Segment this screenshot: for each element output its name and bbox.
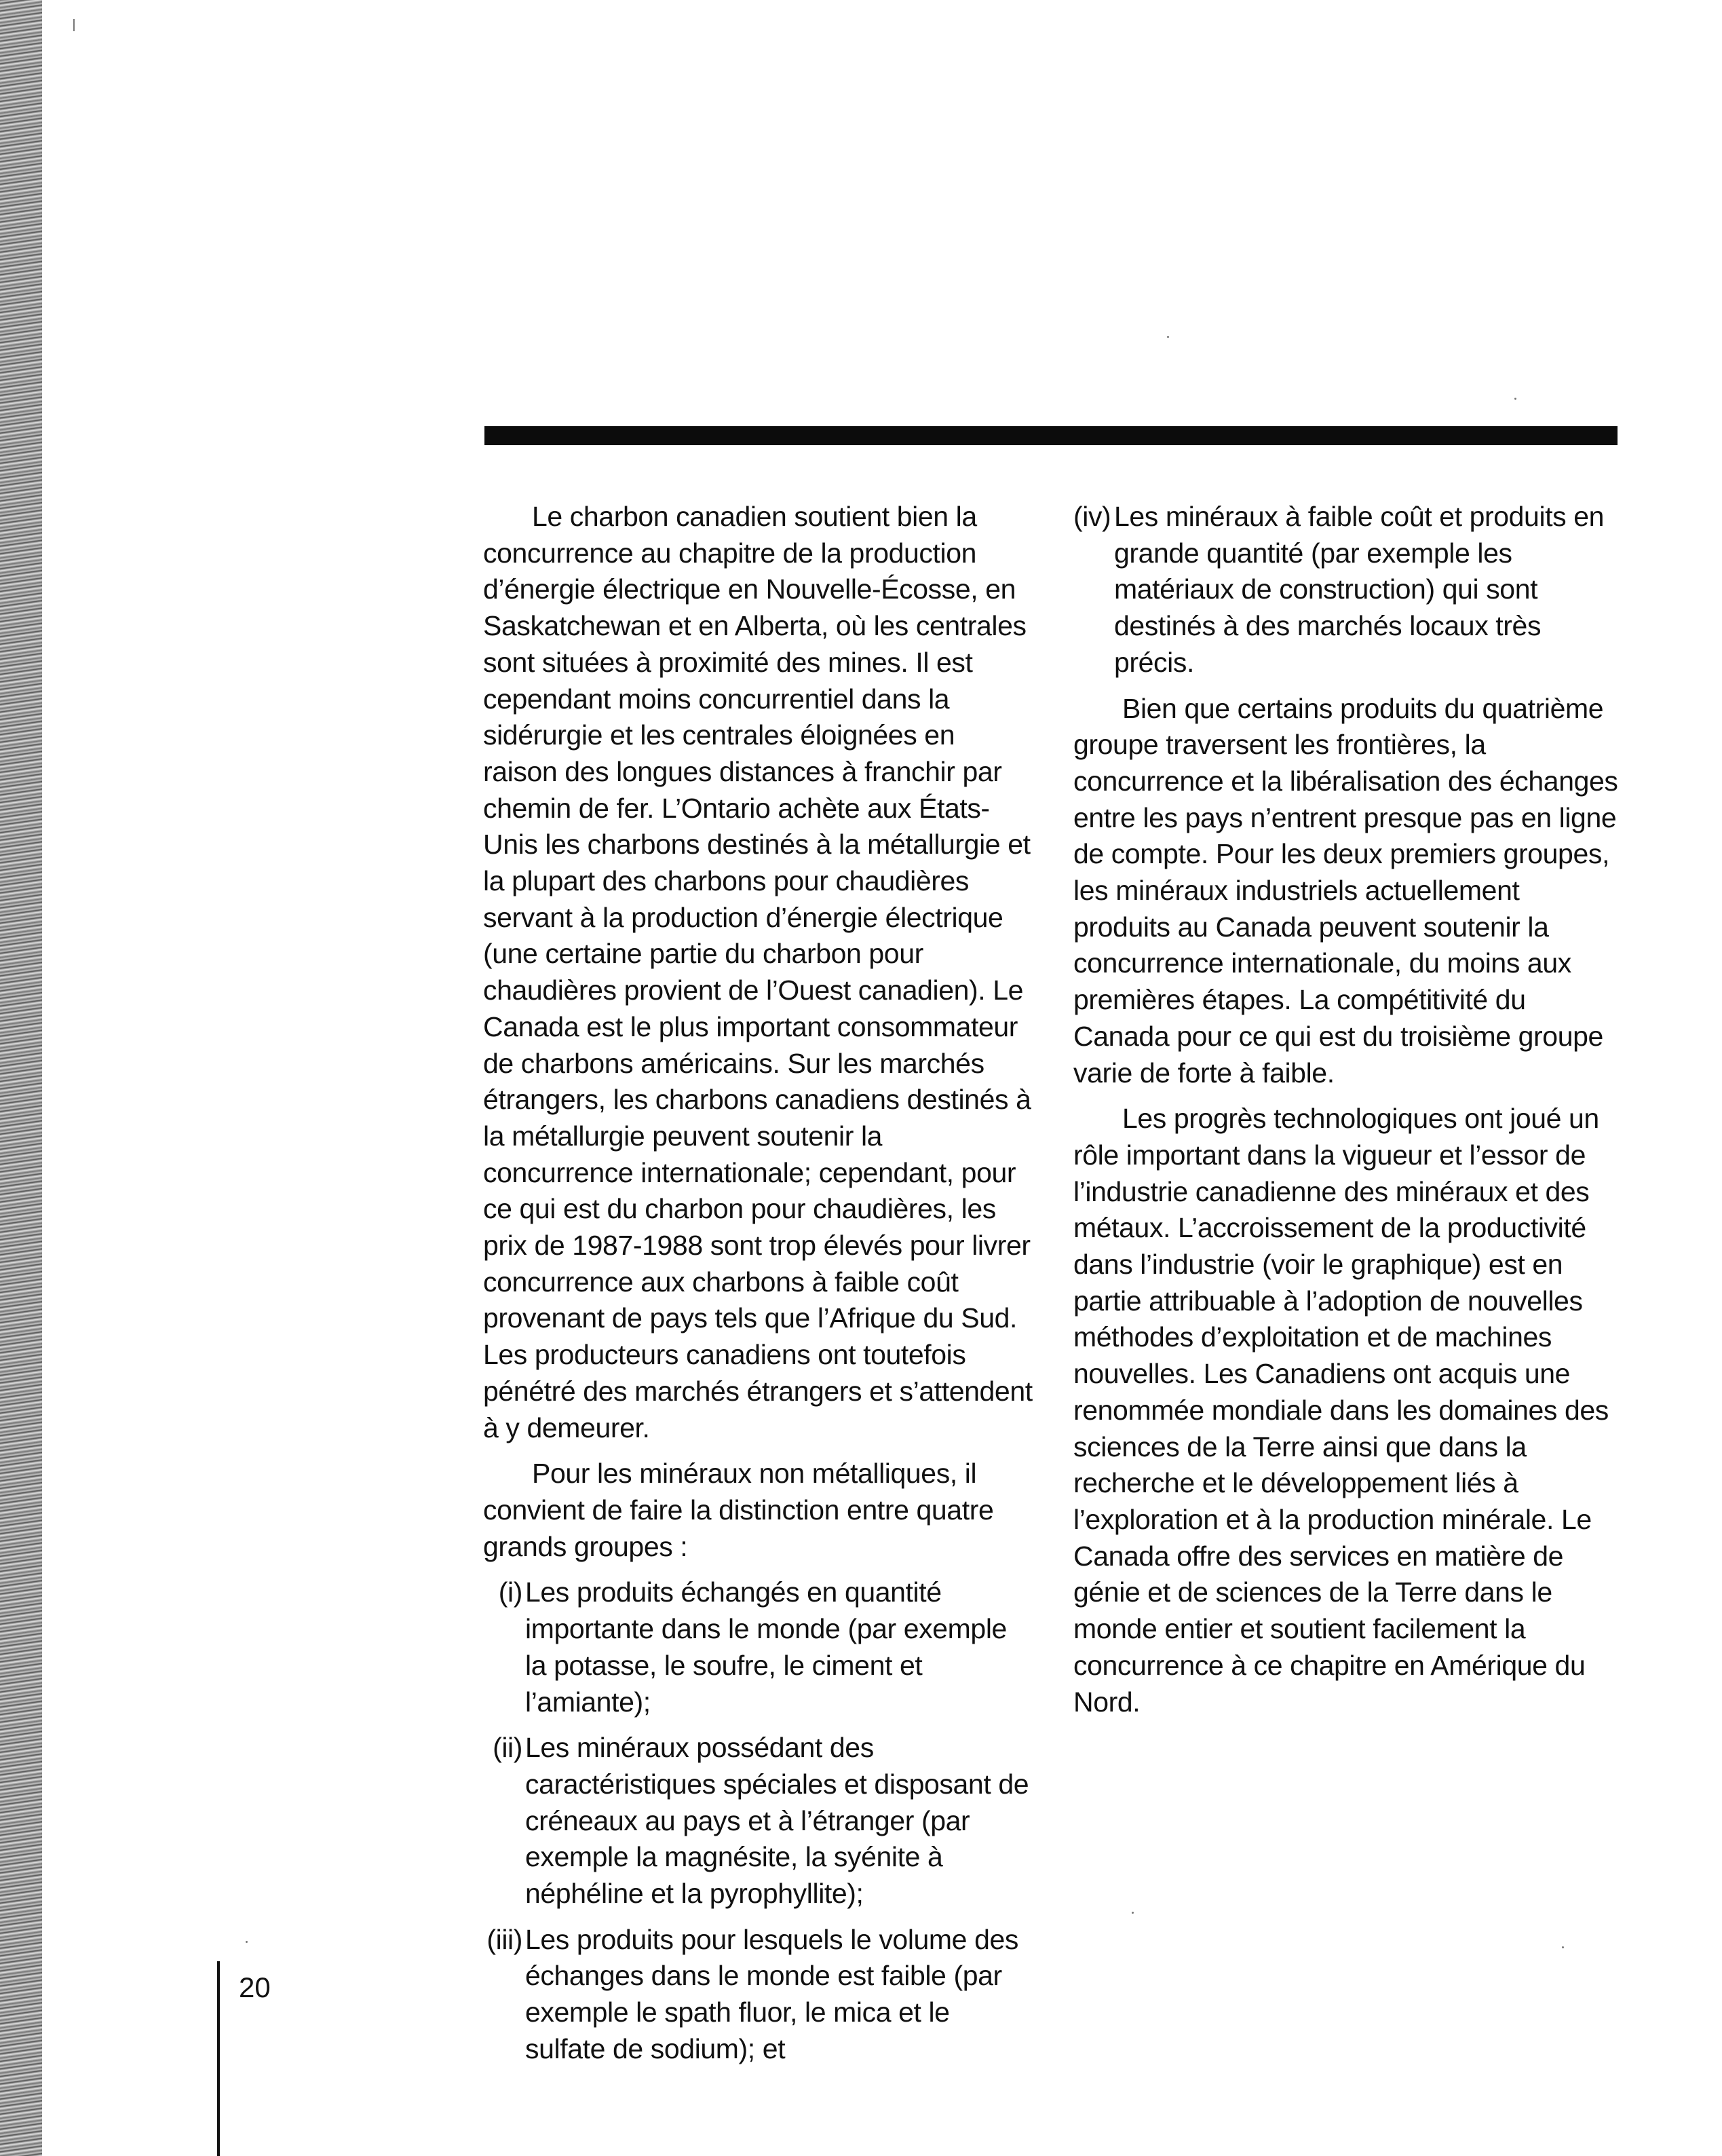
body-paragraph: Pour les minéraux non métalliques, il convient de faire la distinction entre quatre grands groupes : (483, 1458, 994, 1562)
left-column (483, 499, 1033, 2077)
scan-speck (1167, 336, 1169, 338)
scan-speck (246, 1941, 248, 1943)
scan-speck (1514, 398, 1516, 400)
list-item-text: Les produits échangés en quantité importante dans le monde (par exemple la potasse, le soufre, le ciment et l’amiante); (525, 1576, 1007, 1718)
list-item (1073, 499, 1623, 681)
footer-rule (217, 1961, 220, 2156)
scan-mark (73, 19, 75, 31)
body-paragraph: Le charbon canadien soutient bien la concurrence au chapitre de la production d’énergie électrique en Nouvelle-Écosse, en Saskatchewan et en Alberta, où les centrales sont situées à proximité des mines. Il est cependant moins concurrentiel dans la sidérurgie et les centrales éloignées en raison des longues distances à franchir par chemin de fer. L’Ontario achète aux États-Unis les charbons destinés à la métallurgie et la plupart des charbons pour chaudières servant à la production d’énergie électrique (une certaine partie du charbon pour chaudières provient de l’Ouest canadien). Le Canada est le plus important consommateur de charbons américains. Sur les marchés étrangers, les charbons canadiens destinés à la métallurgie peuvent soutenir la concurrence internationale; cependant, pour ce qui est du charbon pour chaudières, les prix de 1987-1988 sont trop élevés pour livrer concurrence aux charbons à faible coût provenant de pays tels que l’Afrique du Sud. Les producteurs canadiens ont toutefois pénétré des marchés étrangers et s’attendent à y demeurer. (483, 501, 1033, 1443)
list-item (483, 1922, 1033, 2068)
list-item-text: Les produits pour lesquels le volume des échanges dans le monde est faible (par exemple le spath fluor, le mica et le sulfate de sodium); et (525, 1923, 1018, 2064)
list-item-text: Les minéraux possédant des caractéristiques spéciales et disposant de créneaux au pays et à l’étranger (par exemple la magnésite, la syénite à néphéline et la pyrophyllite); (525, 1732, 1029, 1910)
right-column (1073, 499, 1623, 1730)
list-marker: (iv) (1073, 501, 1111, 532)
list-marker: (iii) (486, 1923, 522, 1955)
scanned-binding-edge (0, 0, 42, 2156)
list-marker: (ii) (493, 1732, 522, 1764)
body-paragraph: Bien que certains produits du quatrième groupe traversent les frontières, la concurrence et la libéralisation des échanges entre les pays n’entrent presque pas en ligne de compte. Pour les deux premiers groupes, les minéraux industriels actuellement produits au Canada peuvent soutenir la concurrence internationale, du moins aux premières étapes. La compétitivité du Canada pour ce qui est du troisième groupe varie de forte à faible. (1073, 692, 1618, 1089)
list-item-text: Les minéraux à faible coût et produits en grande quantité (par exemple les matériaux de construction) qui sont destinés à des marchés locaux très précis. (1114, 501, 1605, 678)
body-paragraph: Les progrès technologiques ont joué un rôle important dans la vigueur et l’essor de l’industrie canadienne des minéraux et des métaux. L’accroissement de la productivité dans l’industrie (voir le graphique) est en partie attribuable à l’adoption de nouvelles méthodes d’exploitation et de machines nouvelles. Les Canadiens ont acquis une renommée mondiale dans les domaines des sciences de la Terre ainsi que dans la recherche et le développement liés à l’exploration et à la production minérale. Le Canada offre des services en matière de génie et de sciences de la Terre dans le monde entier et soutient facilement la concurrence à ce chapitre en Amérique du Nord. (1073, 1103, 1609, 1718)
scan-speck (1562, 1946, 1564, 1948)
list-item (483, 1730, 1033, 1912)
page-number: 20 (239, 1971, 271, 2003)
list-marker: (i) (498, 1576, 522, 1608)
header-rule (484, 426, 1618, 445)
scan-speck (1132, 1912, 1134, 1914)
list-item (483, 1574, 1033, 1720)
